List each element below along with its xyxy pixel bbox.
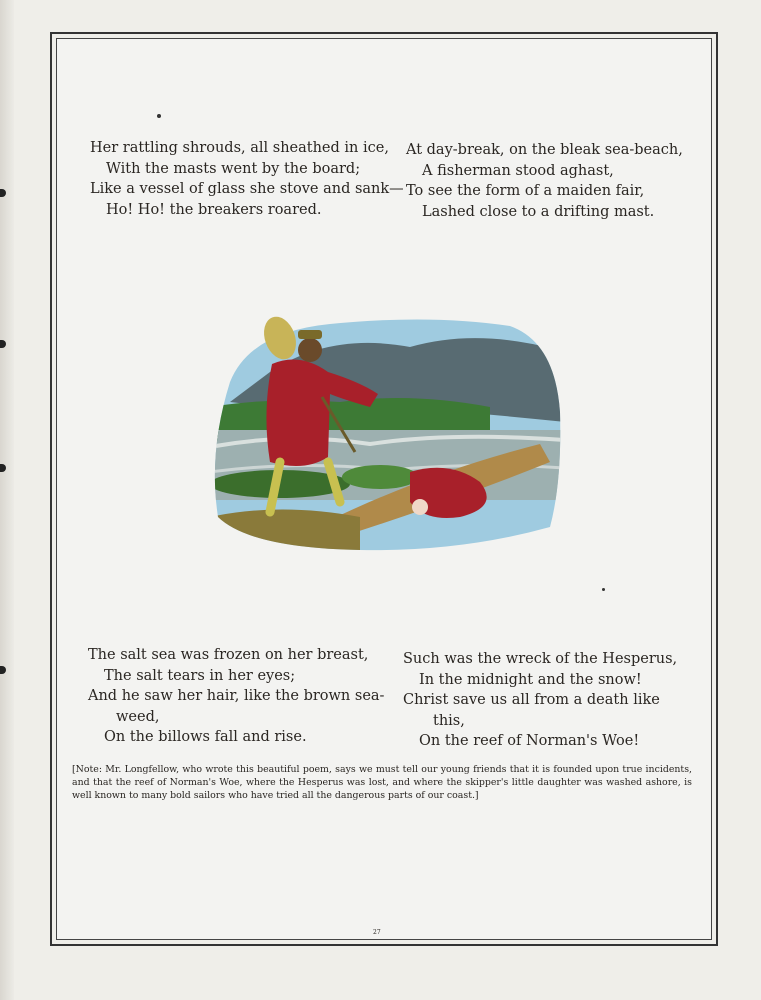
poem-line: Lashed close to a drifting mast. [422, 203, 655, 220]
poem-line: Like a vessel of glass she stove and sank— [90, 181, 404, 197]
poem-line: Such was the wreck of the Hesperus, [403, 651, 678, 667]
poem-line: To see the form of a maiden fair, [406, 183, 645, 199]
poem-line: The salt tears in her eyes; [104, 667, 296, 684]
poem-line: On the reef of Norman's Woe! [419, 733, 640, 749]
poem-line: In the midnight and the snow! [419, 671, 642, 688]
poem-line: this, [433, 712, 465, 729]
poem-line: At day-break, on the bleak sea-beach, [406, 142, 683, 158]
poem-line: On the billows fall and rise. [104, 729, 307, 745]
poem-line: And he saw her hair, like the brown sea- [88, 688, 385, 704]
poem-line: Ho! Ho! the breakers roared. [106, 201, 322, 218]
poem-line: With the masts went by the board; [106, 160, 361, 177]
page-number: 27 [373, 929, 381, 936]
poem-line: A fisherman stood aghast, [422, 162, 614, 179]
page-edge [0, 0, 14, 1000]
stanza-1 [90, 138, 404, 220]
ink-speck [157, 114, 161, 118]
poem-line: The salt sea was frozen on her breast, [88, 647, 369, 663]
poem-line: Christ save us all from a death like [403, 692, 660, 708]
editor-note: [Note: Mr. Longfellow, who wrote this beautiful poem, says we must tell our young friends that it is founded upon true incidents, and that the reef of Norman's Woe, where the Hesperus was lost, and where the skipper's little daughter was washed ashore, is well known to many bold sailors who have tried all the dangerous parts of our coast.] [72, 764, 692, 801]
stanza-3 [88, 645, 384, 748]
poem-line: weed, [116, 708, 160, 725]
stanza-4 [403, 649, 677, 752]
poem-line: Her rattling shrouds, all sheathed in ice, [90, 140, 389, 156]
fisherman-illustration [210, 312, 565, 557]
ink-speck [602, 588, 605, 591]
foreground-rocks [210, 510, 360, 558]
stanza-2 [406, 140, 683, 222]
